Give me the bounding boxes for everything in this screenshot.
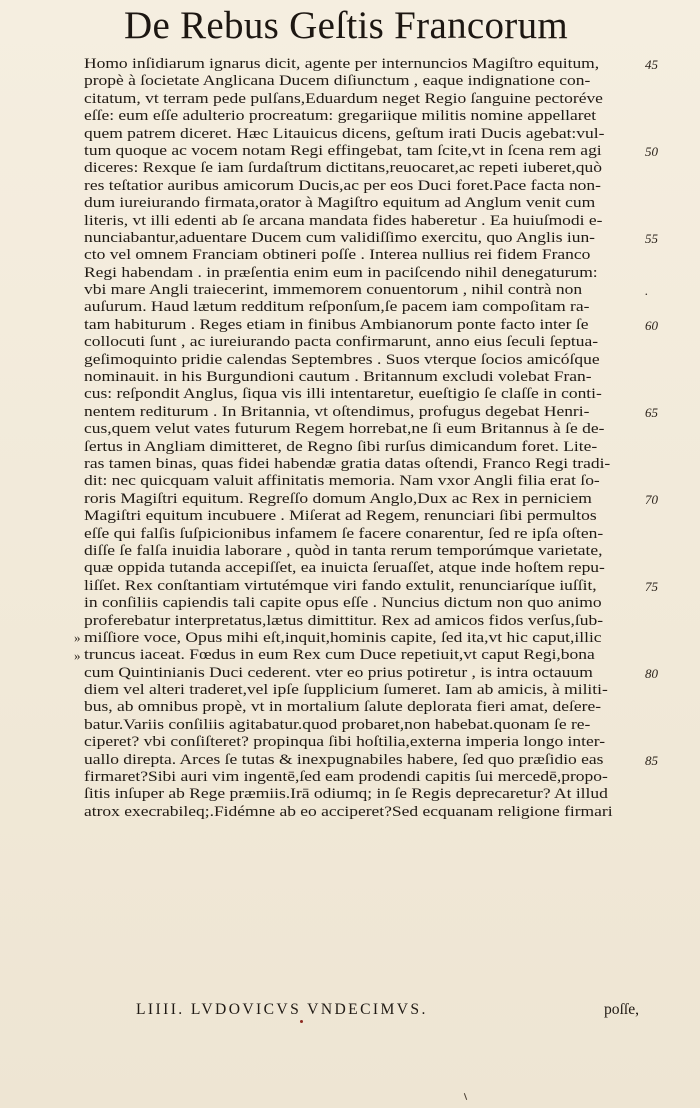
text-line [84, 681, 648, 698]
text-line [84, 438, 648, 455]
margin-line-number: 70 [645, 492, 658, 507]
text-line [84, 403, 648, 420]
text-line [84, 768, 648, 785]
text-line-content: cus,quem velut vates futurum Regem horrebat,ne ſi eum Britannus à ſe de- [84, 420, 605, 438]
text-line [84, 507, 648, 524]
text-line-content: Regi habendam . in præſentia enim eum in paciſcendo nihil denegaturum: [84, 263, 598, 281]
text-line-content: literis, vt illi edenti ab ſe arcana mandata fides haberetur . Ea huiuſmodi e- [84, 211, 603, 229]
margin-line-number: 85 [645, 753, 658, 768]
text-line-content: collocuti ſunt , ac iureiurando pacta confirmarunt, anno eius ſeculi ſeptua- [84, 333, 599, 351]
margin-line-number: 55 [645, 231, 658, 246]
text-line-content: cus: reſpondit Anglus, ſiqua vis illi intentaretur, eueſtigio ſe claſſe in conti- [84, 385, 602, 403]
text-line-content: liſſet. Rex conſtantiam virtutémque viri fando extulit, renunciaríque iuſſit, [84, 576, 597, 594]
text-line [84, 368, 648, 385]
text-line [84, 472, 648, 489]
text-line [84, 420, 648, 437]
body-text [84, 55, 648, 820]
text-line-content: cum Quintinianis Duci cederent. vter eo prius potiretur , is intra octauum [84, 663, 593, 681]
text-line [84, 351, 648, 368]
running-head: De Rebus Geſtis Francorum [124, 4, 569, 47]
text-line-content: quem patrem diceret. Hæc Litauicus dicens, geſtum irati Ducis agebat:vul- [84, 124, 605, 142]
text-line-content: diceres: Rexque ſe iam ſurdaſtrum dictitans,reuocaret,ac repeti iuberet,quò [84, 159, 602, 177]
text-line [84, 194, 648, 211]
text-line-content: auſurum. Haud lætum redditum reſponſum,ſe pacem iam compoſitam ra- [84, 298, 590, 316]
text-line [84, 298, 648, 315]
text-line [84, 55, 648, 72]
text-line [84, 177, 648, 194]
text-line-content: res teſtatior auribus amicorum Ducis,ac per eos Duci foret.Pace facta non- [84, 176, 601, 194]
text-line-content: eſſe: eum eſſe adulterio procreatum: gregariique militis nomine appellaret [84, 107, 597, 125]
text-line-content: eſſe qui falſis ſuſpicionibus infamem ſe facere conarentur, ſed re ipſa oſten- [84, 524, 604, 542]
text-line-content: tam habiturum . Reges etiam in finibus Ambianorum ponte facto inter ſe [84, 315, 589, 333]
text-line-content: dit: nec quicquam valuit affinitatis memoria. Nam vxor Angli filia erat ſo- [84, 472, 600, 490]
text-line [84, 159, 648, 176]
text-line-content: bus, ab omnibus propè, vt in mortalium ſalute deplorata fieri amat, deſere- [84, 698, 602, 716]
text-line [84, 698, 648, 715]
text-line [84, 316, 648, 333]
text-line [84, 229, 648, 246]
paper-mark [464, 1093, 467, 1100]
text-line-content: dum iureiurando firmata,orator à Magiſtro equitum ad Anglum venit cum [84, 194, 596, 212]
margin-line-number: 80 [645, 666, 658, 681]
ink-speck [300, 1020, 303, 1023]
text-line-content: ſitis inſuper ab Rege præmiis.Irā odiumq; in ſe Regis deprecaretur? At illud [84, 785, 608, 803]
text-line-content: tum quoque ac vocem notam Regi effingebat, tam ſcite,vt in ſcena rem agi [84, 141, 602, 159]
text-line-content: ciperet? vbi conſiſteret? propinqua ſibi hoſtilia,externa imperia longo inter- [84, 733, 606, 751]
text-line [84, 72, 648, 89]
catchword: poſſe, [604, 1001, 640, 1018]
margin-line-number: . [645, 283, 649, 299]
text-line-content: nunciabantur,aduentare Ducem cum validiſſimo exercitu, quo Anglis iun- [84, 228, 596, 246]
text-line-content: citatum, vt terram pede pulſans,Eduardum neget Regio ſanguine pectoréve [84, 89, 603, 107]
text-line [84, 664, 648, 681]
text-line-content: proferebatur interpretatus,lætus dimittitur. Rex ad amicos fidos verſus,ſub- [84, 611, 604, 629]
margin-line-number: 45 [645, 57, 658, 72]
text-line [84, 733, 648, 750]
text-line-content: in conſiliis capiendis tali capite opus eſſe . Nuncius dictum non quo animo [84, 594, 602, 612]
text-line-content: quæ oppida tutanda accepiſſet, ea inuicta ſeruaſſet, atque inde hoſtem repu- [84, 559, 605, 577]
text-line [84, 385, 648, 402]
text-line [84, 264, 648, 281]
text-line [84, 107, 648, 124]
text-line-content: ſertus in Angliam dimitteret, de Regno ſibi rurſus dimicandum foret. Lite- [84, 437, 598, 455]
text-line [84, 751, 648, 768]
text-line [84, 281, 648, 298]
text-line [84, 577, 648, 594]
margin-line-number: 50 [645, 144, 658, 159]
text-line [84, 716, 648, 733]
text-line [84, 142, 648, 159]
text-line [84, 455, 648, 472]
quotation-mark: » [74, 647, 81, 663]
text-line-content: nominauit. in his Burgundioni cautum . Britannum excludi volebat Fran- [84, 368, 592, 386]
text-line-content: diem vel alteri traderet,vel ipſe ſupplicium ſumeret. Iam ab amicis, à militi- [84, 681, 608, 699]
text-line [84, 559, 648, 576]
text-line [84, 612, 648, 629]
text-line-content: Homo inſidiarum ignarus dicit, agente per internuncios Magiſtro equitum, [84, 55, 600, 72]
text-line [84, 785, 648, 802]
text-line-content: firmaret?Sibi auri vim ingentē,ſed eam prodendi capitis ſui mercedē,propo- [84, 768, 608, 786]
text-line [84, 212, 648, 229]
text-line-content: truncus iaceat. Fœdus in eum Rex cum Duce repetiuit,vt caput Regi,bona [84, 646, 595, 664]
text-line-content: geſimoquinto pridie calendas Septembres . Suos vterque ſocios amicóſque [84, 350, 600, 368]
text-line [84, 803, 648, 820]
text-line-content: nentem rediturum . In Britannia, vt oſtendimus, profugus degebat Henri- [84, 402, 590, 420]
text-line [84, 525, 648, 542]
text-line-content: ras tamen binas, quas fidei habendæ gratia datas oſtendi, Franco Regi tradi- [84, 454, 611, 472]
text-line [84, 646, 648, 663]
signature-line: LIIII. LVDOVICVS VNDECIMVS. [136, 1001, 428, 1018]
text-line-content: propè à ſocietate Anglicana Ducem diſiunctum , eaque indignatione con- [84, 72, 591, 90]
text-line-content: Magiſtri equitum incubuere . Miſerat ad Regem, renunciari ſibi permultos [84, 507, 597, 525]
text-line [84, 629, 648, 646]
margin-line-number: 60 [645, 318, 658, 333]
text-line-content: cto vel omnem Franciam obtineri poſſe . Interea nullius rei fidem Franco [84, 246, 591, 264]
text-line [84, 542, 648, 559]
text-line [84, 125, 648, 142]
text-line [84, 90, 648, 107]
text-line [84, 333, 648, 350]
text-line-content: miſſiore voce, Opus mihi eſt,inquit,hominis capite, ſed ita,vt hic caput,illic [84, 628, 602, 646]
text-line-content: vbi mare Angli traiecerint, immemorem conuentorum , nihil contrà non [84, 281, 583, 299]
text-line-content: uallo direpta. Arces ſe tutas & inexpugnabiles habere, ſed quo præſidio eas [84, 750, 604, 768]
margin-line-number: 75 [645, 579, 658, 594]
text-line-content: atrox execrabileq;.Fidémne ab eo acciperet?Sed ecquanam religione firmari [84, 802, 613, 820]
text-line [84, 594, 648, 611]
text-line-content: batur.Variis conſiliis agitabatur.quod probaret,non habebat.quonam ſe re- [84, 715, 591, 733]
text-line [84, 246, 648, 263]
text-line-content: diſſe ſe falſa inuidia laborare , quòd in tanta rerum temporúmque varietate, [84, 541, 603, 559]
quotation-mark: » [74, 630, 81, 646]
margin-line-number: 65 [645, 405, 658, 420]
text-line-content: roris Magiſtri equitum. Regreſſo domum Anglo,Dux ac Rex in perniciem [84, 489, 592, 507]
text-line [84, 490, 648, 507]
